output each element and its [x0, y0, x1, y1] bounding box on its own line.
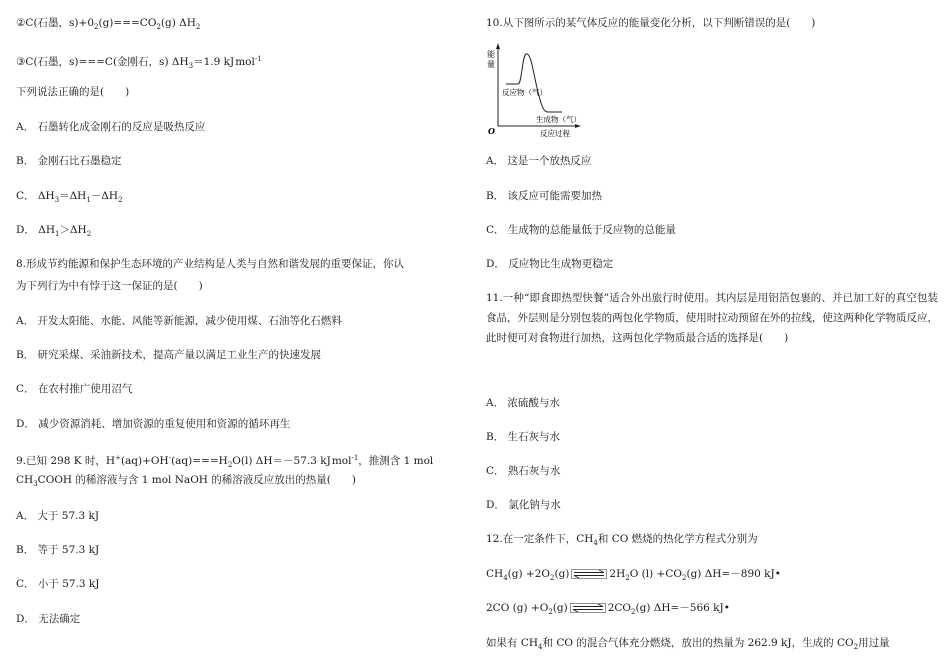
q10-stem: 10.从下图所示的某气体反应的能量变化分析，以下判断错误的是( )	[486, 17, 816, 29]
q9-option-a: A． 大于 57.3 kJ	[16, 510, 100, 522]
q11-option-d: D． 氯化钠与水	[486, 499, 561, 511]
q9-stem-line-2: $CH_3COOH$ 的稀溶液与含 1 mol NaOH 的稀溶液反应放出的热量( )	[16, 474, 356, 488]
y-axis-label-char-2: 量	[487, 60, 495, 69]
q8-option-b: B． 研究采煤、采油新技术，提高产量以满足工业生产的快速发展	[16, 349, 322, 361]
q10-option-c: C． 生成物的总能量低于反应物的总能量	[486, 224, 676, 236]
q7-option-b: B． 金刚石比石墨稳定	[16, 155, 122, 167]
q8-option-d: D． 减少资源消耗、增加资源的重复使用和资源的循环再生	[16, 418, 291, 430]
energy-curve	[506, 54, 562, 112]
q12-equation-2: 2CO $(g) +O_2(g)$ $2CO_2(g)$ ΔH=－566 kJ•	[486, 602, 730, 616]
q7-stem: 下列说法正确的是( )	[16, 86, 130, 98]
equation-3: ③C(石墨，s)===C(金刚石，s) $\Delta H_3=1.9$ kJmol$^{-1}$	[16, 55, 262, 70]
q7-option-a: A． 石墨转化成金刚石的反应是吸热反应	[16, 121, 206, 133]
reactant-label: 反应物（气）	[502, 88, 547, 97]
equilibrium-arrow-icon	[570, 603, 606, 613]
q11-option-b: B． 生石灰与水	[486, 431, 561, 443]
q9-option-b: B． 等于 57.3 kJ	[16, 544, 100, 556]
equilibrium-arrow-icon	[571, 569, 607, 579]
q8-option-c: C． 在农村推广使用沼气	[16, 383, 133, 395]
q8-stem-line-1: 8.形成节约能源和保护生态环境的产业结构是人类与自然和谐发展的重要保证，你认	[16, 258, 405, 270]
q11-stem: 11.一种“即食即热型快餐”适合外出旅行时使用。其内层是用铝箔包裹的、并已加工好的真空包装食品，外层则是分别包装的两包化学物质，使用时拉动预留在外的拉线，使这两种化学物质反应，此时便可对食物进行加热，这两包化学物质最合适的选择是( )	[486, 292, 938, 344]
y-axis-label-char-1: 能	[487, 50, 495, 59]
q12-condition: 如果有 $CH_4$和 CO 的混合气体充分燃烧，放出的热量为 262.9 kJ，生成的 $CO_2$用过量	[486, 637, 890, 651]
equation-2: ②C(石墨，$s)+0_2(g)===CO_2(g)$ $\Delta H_2$	[16, 17, 201, 31]
q9-stem-line-1: 9.已知 298 K 时，$H^+(aq)+OH^-(aq)===H_2O(l)$ ΔH＝－57.3 kJmol$^{-1}$，推测含 1 mol	[16, 454, 434, 469]
q10-option-d: D． 反应物比生成物更稳定	[486, 258, 614, 270]
q11-option-a: A． 浓硫酸与水	[486, 397, 560, 409]
q12-equation-1: $CH_4(g) +2O_2(g)$ $2H_2O$ $(l) +CO_2(g)$ ΔH=－890 kJ•	[486, 568, 781, 582]
product-label: 生成物（气）	[536, 115, 581, 124]
q7-option-d: D． $\Delta H_1>\Delta H_2$	[16, 224, 92, 238]
q12-stem: 12.在一定条件下，$CH_4$和 CO 燃烧的热化学方程式分别为	[486, 533, 758, 547]
q9-option-d: D． 无法确定	[16, 613, 81, 625]
q8-option-a: A． 开发太阳能、水能、风能等新能源，减少使用煤、石油等化石燃料	[16, 315, 342, 327]
energy-diagram	[486, 42, 582, 138]
q10-option-b: B． 该反应可能需要加热	[486, 190, 603, 202]
q7-option-c: C． $\Delta H_3=\Delta H_1-\Delta H_2$	[16, 190, 123, 204]
y-axis-arrow	[496, 43, 500, 49]
q10-option-a: A． 这是一个放热反应	[486, 155, 592, 167]
q9-option-c: C． 小于 57.3 kJ	[16, 578, 100, 590]
x-axis-arrow	[575, 124, 581, 128]
q8-stem-line-2: 为下列行为中有悖于这一保证的是( )	[16, 280, 203, 292]
q11-option-c: C． 熟石灰与水	[486, 465, 561, 477]
x-axis-label: 反应过程	[540, 129, 570, 138]
origin-label: O	[488, 126, 495, 136]
